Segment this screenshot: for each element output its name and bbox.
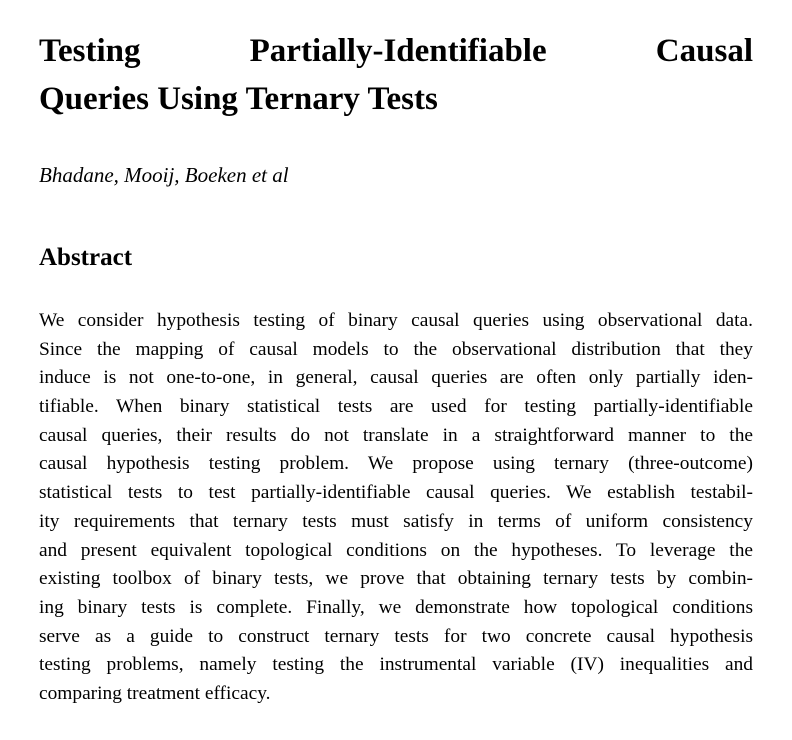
abstract-line-last: comparing treatment efficacy.: [39, 682, 271, 704]
abstract-body: [39, 307, 753, 709]
abstract-heading: Abstract: [39, 244, 133, 271]
abstract-line: statistical tests to test partially-identifiable causal queries. We establish testabil-: [39, 482, 753, 504]
abstract-line: ing binary tests is complete. Finally, we demonstrate how topological conditions: [39, 596, 753, 618]
abstract-line: tifiable. When binary statistical tests are used for testing partially-identifiable: [39, 396, 753, 418]
abstract-line: testing problems, namely testing the instrumental variable (IV) inequalities and: [39, 654, 753, 676]
abstract-line: and present equivalent topological conditions on the hypotheses. To leverage the: [39, 539, 753, 561]
abstract-line: We consider hypothesis testing of binary causal queries using observational data.: [39, 310, 753, 331]
abstract-line: Since the mapping of causal models to the observational distribution that they: [39, 338, 753, 360]
abstract-line: causal hypothesis testing problem. We propose using ternary (three-outcome): [39, 453, 753, 475]
title-line-2: Queries Using Ternary Tests: [39, 81, 438, 117]
abstract-line: serve as a guide to construct ternary tests for two concrete causal hypothesis: [39, 625, 753, 647]
author-list: Bhadane, Mooij, Boeken et al: [39, 163, 289, 187]
abstract-line: ity requirements that ternary tests must satisfy in terms of uniform consistency: [39, 510, 753, 532]
title-line-1: Testing Partially-Identifiable Causal: [39, 33, 753, 69]
abstract-line: existing toolbox of binary tests, we prove that obtaining ternary tests by combin-: [39, 568, 753, 590]
abstract-line: causal queries, their results do not translate in a straightforward manner to the: [39, 424, 753, 446]
abstract-line: induce is not one-to-one, in general, causal queries are often only partially iden-: [39, 367, 753, 389]
paper-title: [39, 27, 753, 123]
